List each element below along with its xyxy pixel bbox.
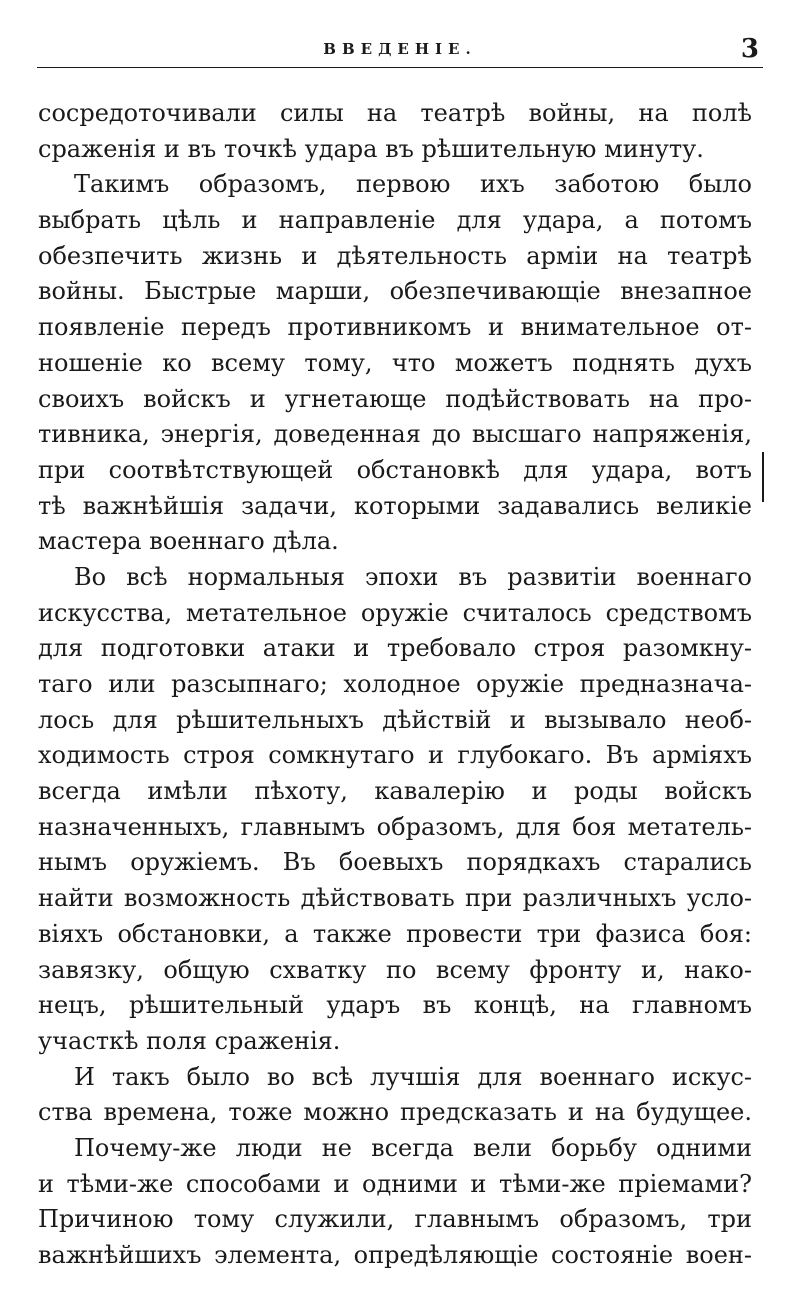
text-line: сраженія и въ точкѣ удара въ рѣшительную минуту. bbox=[38, 134, 704, 163]
margin-mark bbox=[762, 452, 764, 502]
text-line: тивника, энергія, доведенная до высшаго напряженія, bbox=[38, 420, 752, 449]
running-header bbox=[37, 34, 763, 74]
text-line: своихъ войскъ и угнетающе подѣйствовать на про- bbox=[38, 384, 752, 413]
text-line: завязку, общую схватку по всему фронту и, нако- bbox=[38, 955, 752, 984]
text-line: искусства, метательное оружіе считалось средствомъ bbox=[38, 598, 752, 627]
text-line: ходимость строя сомкнутаго и глубокаго. Въ арміяхъ bbox=[38, 741, 752, 770]
text-line: Во всѣ нормальныя эпохи въ развитіи военнаго bbox=[74, 562, 752, 591]
body-text bbox=[38, 96, 752, 1274]
text-line: И такъ было во всѣ лучшія для военнаго искус- bbox=[74, 1062, 752, 1091]
text-line: ношеніе ко всему тому, что можетъ поднять духъ bbox=[38, 348, 752, 377]
text-line: Такимъ образомъ, первою ихъ заботою было bbox=[74, 170, 752, 199]
text-line: выбрать цѣль и направленіе для удара, а потомъ bbox=[38, 206, 752, 235]
text-line: ства времена, тоже можно предсказать и на будущее. bbox=[38, 1098, 752, 1127]
text-line: лось для рѣшительныхъ дѣйствій и вызывало необ- bbox=[38, 705, 752, 734]
text-line: появленіе передъ противникомъ и внимательное от- bbox=[38, 313, 752, 342]
text-line: участкѣ поля сраженія. bbox=[38, 1026, 341, 1055]
text-line: войны. Быстрые марши, обезпечивающіе внезапное bbox=[38, 277, 752, 306]
text-line: мастера военнаго дѣла. bbox=[38, 527, 339, 556]
text-line: при соотвѣтствующей обстановкѣ для удара, вотъ bbox=[38, 455, 752, 484]
page-number: 3 bbox=[740, 34, 759, 64]
text-line: найти возможность дѣйствовать при различныхъ усло- bbox=[38, 884, 752, 913]
text-line: важнѣйшихъ элемента, опредѣляющіе состояніе воен- bbox=[38, 1241, 752, 1269]
header-rule bbox=[37, 67, 763, 68]
running-title: ВВЕДЕНІЕ. bbox=[323, 40, 477, 58]
text-line: для подготовки атаки и требовало строя разомкну- bbox=[38, 634, 752, 663]
text-line: Причиною тому служили, главнымъ образомъ, три bbox=[38, 1205, 752, 1234]
text-line: всегда имѣли пѣхоту, кавалерію и роды войскъ bbox=[38, 777, 752, 806]
text-line: Почему-же люди не всегда вели борьбу одними bbox=[74, 1133, 752, 1162]
text-line: назначенныхъ, главнымъ образомъ, для боя метатель- bbox=[38, 812, 752, 841]
text-line: тѣ важнѣйшія задачи, которыми задавались великіе bbox=[38, 491, 752, 520]
text-line: віяхъ обстановки, а также провести три фазиса боя: bbox=[38, 919, 752, 948]
text-line: сосредоточивали силы на театрѣ войны, на полѣ bbox=[38, 99, 752, 127]
text-line: нымъ оружіемъ. Въ боевыхъ порядкахъ старались bbox=[38, 848, 752, 877]
text-line: нецъ, рѣшительный ударъ въ концѣ, на главномъ bbox=[38, 991, 752, 1020]
text-line: обезпечить жизнь и дѣятельность арміи на театрѣ bbox=[38, 241, 752, 270]
text-line: и тѣми-же способами и одними и тѣми-же пріемами? bbox=[38, 1169, 752, 1198]
text-line: таго или разсыпнаго; холодное оружіе предназнача- bbox=[38, 670, 752, 698]
